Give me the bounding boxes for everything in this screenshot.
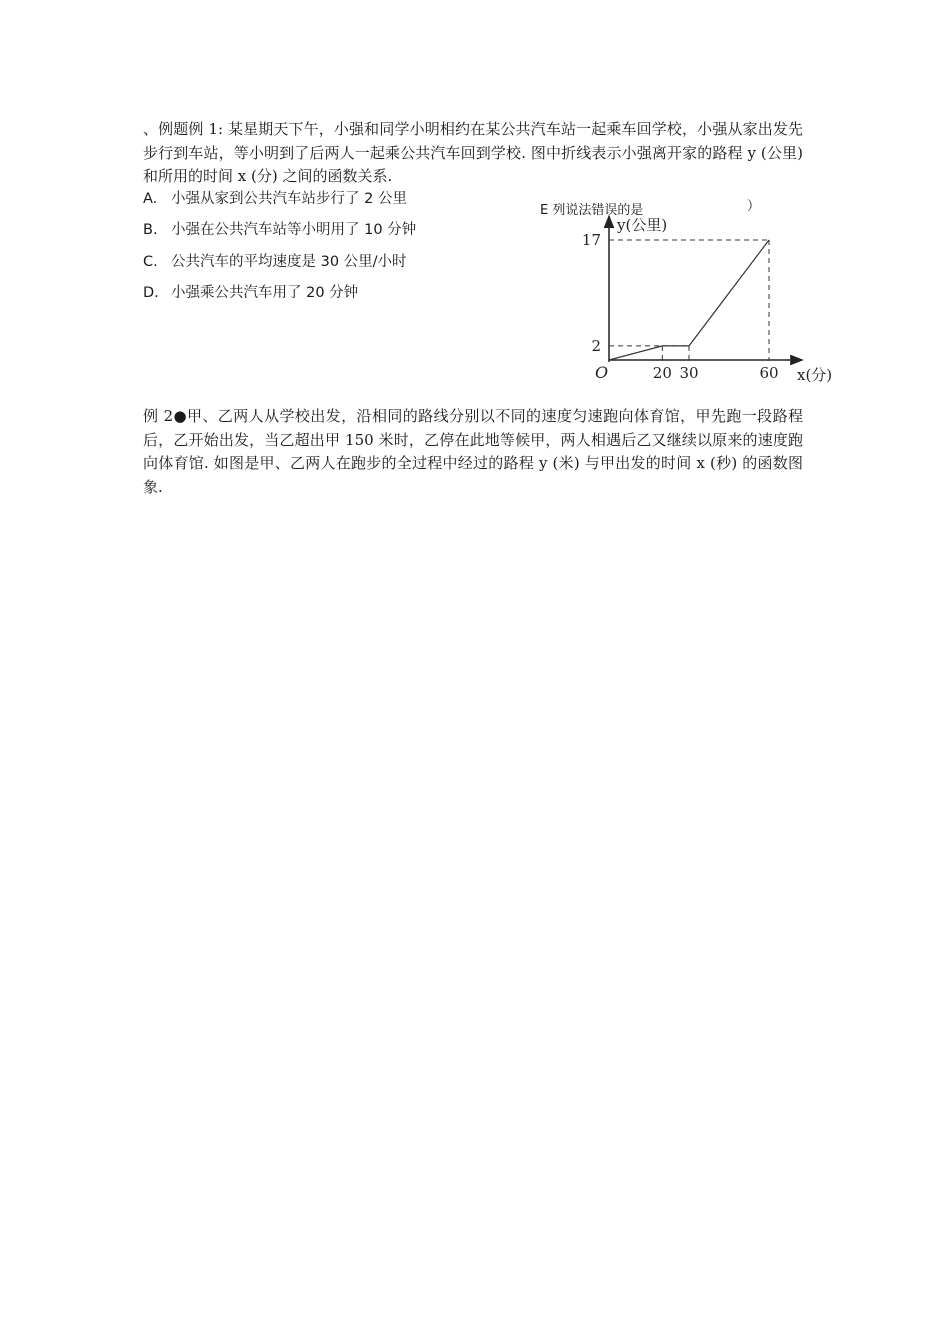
x-tick-label-60: 60 [759, 364, 779, 382]
distance-time-graph [581, 210, 833, 390]
example1-text: 、例题例 1: 某星期天下午，小强和同学小明相约在某公共汽车站一起乘车回学校，小强从家出发先步行到车站，等小明到了后两人一起乘公共汽车回到学校. 图中折线表示小强离开家的路程 y (公里) 和所用的时间 x (分) 之间的函数关系. [143, 120, 803, 185]
y-tick-label-17: 17 [581, 231, 601, 249]
example2-text: 例 2●甲、乙两人从学校出发，沿相同的路线分别以不同的速度匀速跑向体育馆，甲先跑一段路程后，乙开始出发，当乙超出甲 150 米时，乙停在此地等候甲，两人相遇后乙又继续以原来的速度跑向体育馆. 如图是甲、乙两人在跑步的全过程中经过的路程 y (米) 与甲出发的时间 x (秒) 的函数图象. [143, 407, 803, 496]
option-b [143, 218, 416, 239]
series-line [609, 240, 769, 360]
option-c-text: 公共汽车的平均速度是 30 公里/小时 [171, 254, 407, 270]
option-b-label: B. [143, 222, 158, 238]
option-d [143, 281, 358, 302]
y-tick-label-2: 2 [591, 336, 601, 355]
y-axis-label: y(公里) [617, 216, 668, 234]
option-d-text: 小强乘公共汽车用了 20 分钟 [171, 285, 359, 301]
x-axis-label: x(分) [797, 366, 833, 384]
option-a-label: A. [143, 191, 158, 207]
x-tick-label-30: 30 [679, 364, 699, 382]
question-bracket: ） [747, 199, 761, 214]
x-tick-label-20: 20 [652, 364, 672, 382]
option-c [143, 250, 407, 271]
option-d-label: D. [143, 285, 159, 301]
question-fragment: E 列说法错误的是 [540, 203, 644, 218]
option-a-text: 小强从家到公共汽车站步行了 2 公里 [171, 191, 407, 207]
option-c-label: C. [143, 254, 158, 270]
option-a [143, 187, 407, 208]
option-b-text: 小强在公共汽车站等小明用了 10 分钟 [171, 222, 417, 238]
origin-label: O [595, 363, 609, 382]
